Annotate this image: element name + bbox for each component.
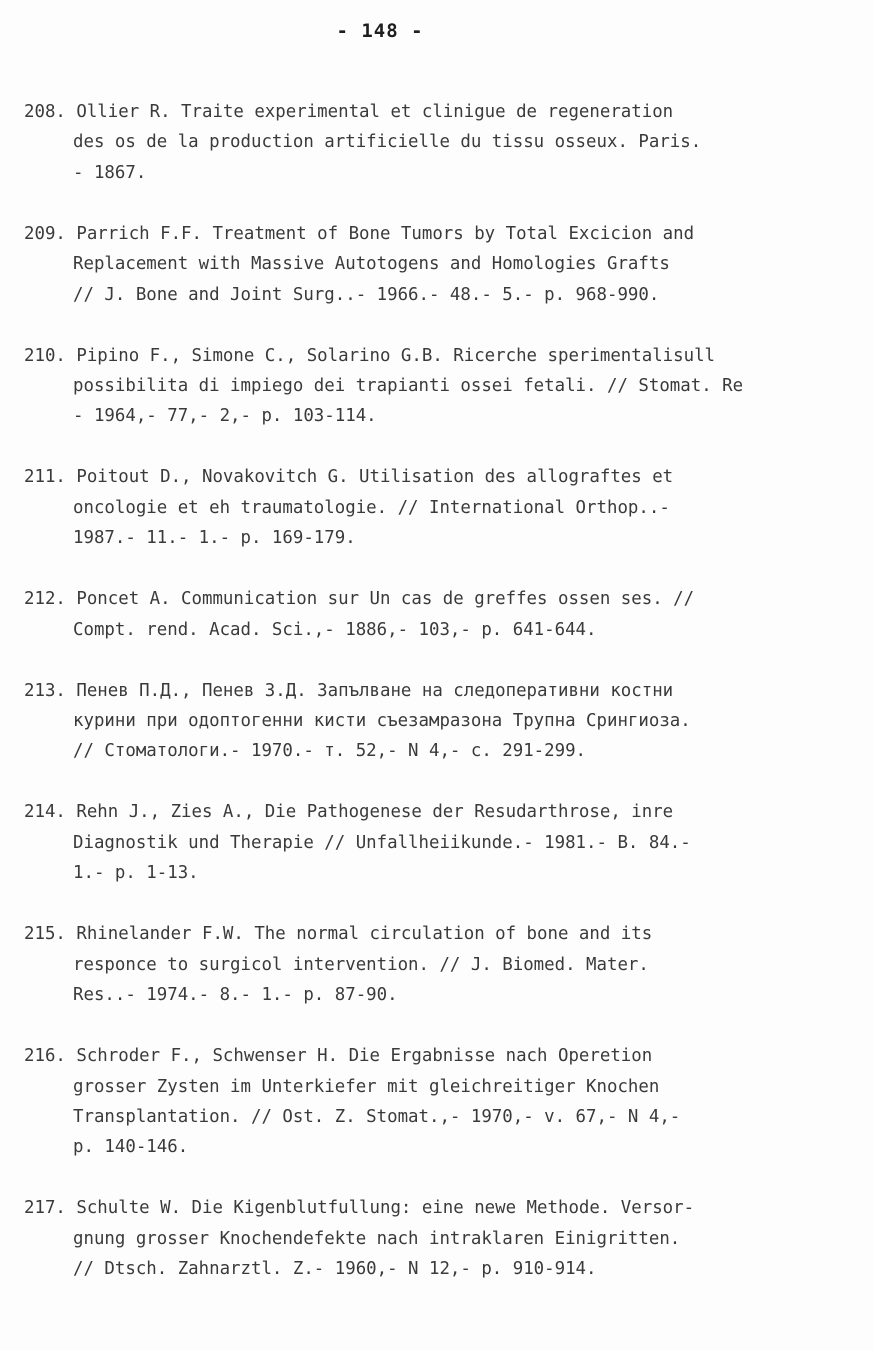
reference-list	[24, 97, 864, 1285]
reference-continuation-line: Transplantation. // Ost. Z. Stomat.,- 1970,- v. 67,- N 4,-	[73, 1106, 681, 1127]
reference-first-line: 212. Poncet A. Communication sur Un cas de greffes ossen ses. //	[24, 589, 695, 610]
reference-continuation-line: // Стоматологи.- 1970.- т. 52,- N 4,- с. 291-299.	[73, 741, 587, 762]
reference-entry	[24, 919, 864, 1010]
reference-continuation-line: Replacement with Massive Autotogens and Homologies Grafts	[73, 254, 670, 275]
reference-entry	[24, 676, 864, 767]
reference-first-line: 208. Ollier R. Traite experimental et clinigue de regeneration	[24, 102, 674, 122]
reference-continuation-line: // J. Bone and Joint Surg..- 1966.- 48.- 5.- p. 968-990.	[73, 284, 660, 305]
reference-continuation-line: курини при одоптогенни кисти съезамразона Трупна Срингиоза.	[73, 711, 691, 732]
reference-continuation-line: Compt. rend. Acad. Sci.,- 1886,- 103,- p. 641-644.	[73, 619, 597, 640]
reference-entry	[24, 1193, 864, 1284]
reference-continuation-line: responce to surgicol intervention. // J. Biomed. Mater.	[73, 954, 649, 975]
reference-first-line: 213. Пенев П.Д., Пенев З.Д. Запълване на следоперативни костни	[24, 680, 674, 701]
reference-continuation-line: grosser Zysten im Unterkiefer mit gleichreitiger Knochen	[73, 1076, 660, 1097]
reference-continuation-line: p. 140-146.	[73, 1137, 189, 1158]
reference-entry	[24, 341, 864, 432]
reference-continuation-line: Res..- 1974.- 8.- 1.- p. 87-90.	[73, 985, 398, 1006]
reference-entry	[24, 97, 864, 188]
reference-continuation-line: oncologie et eh traumatologie. // International Orthop..-	[73, 497, 670, 518]
page-number: - 148 -	[336, 20, 424, 42]
reference-entry	[24, 1041, 864, 1163]
reference-entry	[24, 462, 864, 553]
reference-first-line: 214. Rehn J., Zies A., Die Pathogenese der Resudarthrose, inre	[24, 802, 674, 823]
reference-first-line: 216. Schroder F., Schwenser H. Die Ergabnisse nach Operetion	[24, 1046, 653, 1067]
reference-first-line: 217. Schulte W. Die Kigenblutfullung: eine newe Methode. Versor-	[24, 1198, 695, 1219]
reference-continuation-line: 1.- p. 1-13.	[73, 863, 199, 884]
reference-continuation-line: des os de la production artificielle du tissu osseux. Paris.	[73, 132, 702, 153]
reference-first-line: 210. Pipino F., Simone C., Solarino G.B. Ricerche sperimentalisull	[24, 345, 716, 366]
reference-continuation-line: Diagnostik und Therapie // Unfallheiikunde.- 1981.- B. 84.-	[73, 832, 691, 853]
reference-entry	[24, 584, 864, 645]
reference-continuation-line: 1987.- 11.- 1.- p. 169-179.	[73, 528, 356, 549]
reference-first-line: 209. Parrich F.F. Treatment of Bone Tumors by Total Excicion and	[24, 223, 695, 244]
reference-entry	[24, 219, 864, 310]
reference-continuation-line: // Dtsch. Zahnarztl. Z.- 1960,- N 12,- p. 910-914.	[73, 1259, 597, 1280]
reference-first-line: 211. Poitout D., Novakovitch G. Utilisation des allograftes et	[24, 467, 674, 488]
reference-continuation-line: gnung grosser Knochendefekte nach intraklaren Einigritten.	[73, 1228, 681, 1249]
reference-continuation-line: - 1964,- 77,- 2,- p. 103-114.	[73, 406, 377, 427]
reference-continuation-line: - 1867.	[73, 162, 147, 183]
reference-continuation-line: possibilita di impiego dei trapianti ossei fetali. // Stomat. Re	[73, 376, 744, 397]
reference-first-line: 215. Rhinelander F.W. The normal circulation of bone and its	[24, 924, 653, 945]
reference-entry	[24, 797, 864, 888]
